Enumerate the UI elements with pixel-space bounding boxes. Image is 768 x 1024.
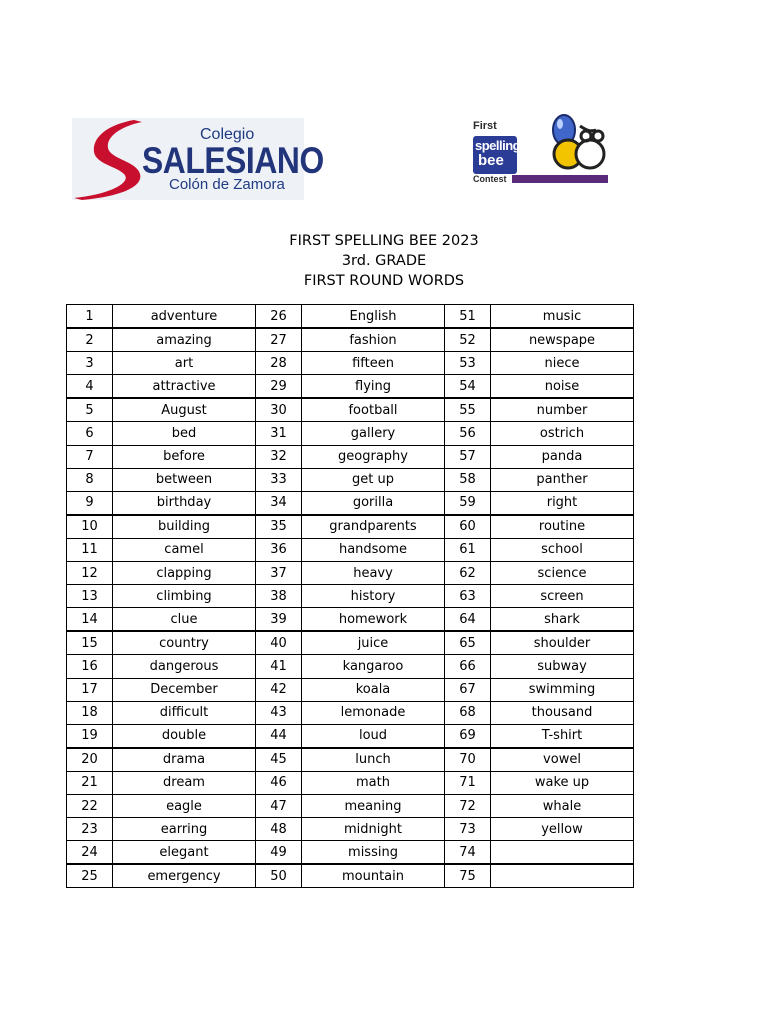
document-subtitle: FIRST ROUND WORDS [303,273,465,289]
spelling-bee-logo [470,110,612,186]
word-cell: bed [113,422,256,445]
word-cell: December [113,678,256,701]
word-cell: dangerous [113,655,256,678]
table-row [67,305,634,329]
word-number-cell: 64 [445,608,491,632]
word-cell: wake up [491,771,634,794]
word-number-cell: 50 [256,864,302,888]
word-number-cell: 47 [256,794,302,817]
salesiano-location-text: Colón de Zamora [169,176,285,193]
word-number-cell: 18 [67,701,113,724]
table-row [67,841,634,865]
word-cell: homework [302,608,445,632]
table-row [67,748,634,772]
word-number-cell: 56 [445,422,491,445]
word-cell: fifteen [302,352,445,375]
word-cell: loud [302,724,445,748]
word-cell: school [491,538,634,561]
table-row [67,515,634,539]
word-cell: birthday [113,491,256,515]
table-row [67,631,634,655]
word-number-cell: 12 [67,562,113,585]
word-number-cell: 63 [445,585,491,608]
word-cell: koala [302,678,445,701]
word-number-cell: 66 [445,655,491,678]
word-number-cell: 36 [256,538,302,561]
word-cell: football [302,398,445,422]
word-number-cell: 30 [256,398,302,422]
word-cell: shark [491,608,634,632]
word-number-cell: 10 [67,515,113,539]
table-row [67,818,634,841]
word-cell: gallery [302,422,445,445]
word-number-cell: 9 [67,491,113,515]
word-cell: clapping [113,562,256,585]
word-cell: geography [302,445,445,468]
word-cell [491,864,634,888]
word-cell: yellow [491,818,634,841]
word-cell: T-shirt [491,724,634,748]
word-cell: kangaroo [302,655,445,678]
word-number-cell: 52 [445,328,491,352]
word-number-cell: 11 [67,538,113,561]
word-number-cell: 34 [256,491,302,515]
word-number-cell: 27 [256,328,302,352]
word-cell: niece [491,352,634,375]
word-cell: climbing [113,585,256,608]
spelling-bee-bee-text: bee [478,152,504,169]
word-cell: lunch [302,748,445,772]
word-number-cell: 2 [67,328,113,352]
word-number-cell: 25 [67,864,113,888]
word-cell: thousand [491,701,634,724]
word-number-cell: 31 [256,422,302,445]
word-number-cell: 43 [256,701,302,724]
word-number-cell: 16 [67,655,113,678]
word-cell: vowel [491,748,634,772]
word-number-cell: 8 [67,468,113,491]
spelling-bee-strip [512,175,608,183]
word-number-cell: 28 [256,352,302,375]
word-number-cell: 51 [445,305,491,329]
word-number-cell: 32 [256,445,302,468]
word-cell: get up [302,468,445,491]
word-number-cell: 24 [67,841,113,865]
word-cell: mountain [302,864,445,888]
word-number-cell: 68 [445,701,491,724]
word-cell: math [302,771,445,794]
word-cell: newspape [491,328,634,352]
table-row [67,375,634,399]
word-number-cell: 70 [445,748,491,772]
table-row [67,445,634,468]
table-row [67,328,634,352]
table-row [67,864,634,888]
word-cell: missing [302,841,445,865]
table-row [67,678,634,701]
word-number-cell: 35 [256,515,302,539]
word-number-cell: 53 [445,352,491,375]
word-cell: flying [302,375,445,399]
word-cell: country [113,631,256,655]
word-number-cell: 7 [67,445,113,468]
word-number-cell: 48 [256,818,302,841]
word-cell: elegant [113,841,256,865]
word-cell: art [113,352,256,375]
word-number-cell: 60 [445,515,491,539]
word-number-cell: 54 [445,375,491,399]
word-cell: history [302,585,445,608]
word-cell: ostrich [491,422,634,445]
word-number-cell: 72 [445,794,491,817]
bee-mascot-icon [546,112,610,174]
word-number-cell: 21 [67,771,113,794]
word-cell: screen [491,585,634,608]
word-number-cell: 13 [67,585,113,608]
word-number-cell: 62 [445,562,491,585]
word-number-cell: 42 [256,678,302,701]
word-number-cell: 29 [256,375,302,399]
salesiano-name-text: SALESIANO [142,140,324,181]
word-number-cell: 22 [67,794,113,817]
word-number-cell: 20 [67,748,113,772]
table-row [67,398,634,422]
word-number-cell: 15 [67,631,113,655]
word-cell: juice [302,631,445,655]
word-cell [491,841,634,865]
word-cell: number [491,398,634,422]
word-number-cell: 3 [67,352,113,375]
word-number-cell: 46 [256,771,302,794]
word-list-body [67,305,634,888]
word-number-cell: 38 [256,585,302,608]
word-number-cell: 69 [445,724,491,748]
word-cell: emergency [113,864,256,888]
word-number-cell: 26 [256,305,302,329]
word-cell: amazing [113,328,256,352]
word-number-cell: 40 [256,631,302,655]
table-row [67,562,634,585]
word-cell: swimming [491,678,634,701]
word-cell: noise [491,375,634,399]
word-number-cell: 67 [445,678,491,701]
word-number-cell: 4 [67,375,113,399]
word-number-cell: 55 [445,398,491,422]
word-cell: panther [491,468,634,491]
word-number-cell: 61 [445,538,491,561]
word-number-cell: 45 [256,748,302,772]
table-row [67,701,634,724]
table-row [67,585,634,608]
table-row [67,655,634,678]
word-number-cell: 49 [256,841,302,865]
word-number-cell: 71 [445,771,491,794]
word-cell: subway [491,655,634,678]
table-row [67,794,634,817]
word-number-cell: 14 [67,608,113,632]
word-cell: science [491,562,634,585]
word-cell: right [491,491,634,515]
word-number-cell: 19 [67,724,113,748]
word-number-cell: 17 [67,678,113,701]
word-cell: gorilla [302,491,445,515]
word-list-table [66,304,634,888]
word-cell: building [113,515,256,539]
word-cell: double [113,724,256,748]
word-number-cell: 75 [445,864,491,888]
word-cell: dream [113,771,256,794]
table-row [67,724,634,748]
document-title: FIRST SPELLING BEE 2023 [289,233,479,249]
word-cell: adventure [113,305,256,329]
word-cell: music [491,305,634,329]
word-number-cell: 33 [256,468,302,491]
word-cell: English [302,305,445,329]
word-cell: clue [113,608,256,632]
word-cell: panda [491,445,634,468]
table-row [67,608,634,632]
word-number-cell: 73 [445,818,491,841]
spelling-bee-contest-text: Contest [473,174,507,184]
word-cell: midnight [302,818,445,841]
word-cell: fashion [302,328,445,352]
word-number-cell: 59 [445,491,491,515]
table-row [67,468,634,491]
word-number-cell: 23 [67,818,113,841]
word-number-cell: 41 [256,655,302,678]
word-number-cell: 6 [67,422,113,445]
word-number-cell: 74 [445,841,491,865]
table-row [67,491,634,515]
word-cell: eagle [113,794,256,817]
word-cell: camel [113,538,256,561]
salesiano-logo [72,118,324,200]
table-row [67,422,634,445]
word-cell: grandparents [302,515,445,539]
spelling-bee-first-text: First [473,120,497,132]
word-cell: before [113,445,256,468]
word-number-cell: 1 [67,305,113,329]
word-number-cell: 44 [256,724,302,748]
document-grade: 3rd. GRADE [341,253,427,269]
word-cell: drama [113,748,256,772]
table-row [67,538,634,561]
word-cell: routine [491,515,634,539]
spelling-bee-spelling-text: spelling [475,138,521,153]
word-cell: August [113,398,256,422]
word-cell: meaning [302,794,445,817]
word-number-cell: 58 [445,468,491,491]
salesiano-colegio-text: Colegio [200,126,255,143]
table-row [67,771,634,794]
word-number-cell: 5 [67,398,113,422]
word-number-cell: 57 [445,445,491,468]
word-cell: handsome [302,538,445,561]
word-number-cell: 65 [445,631,491,655]
word-cell: lemonade [302,701,445,724]
word-number-cell: 37 [256,562,302,585]
word-number-cell: 39 [256,608,302,632]
word-cell: difficult [113,701,256,724]
word-cell: shoulder [491,631,634,655]
table-row [67,352,634,375]
word-cell: attractive [113,375,256,399]
word-cell: whale [491,794,634,817]
word-cell: heavy [302,562,445,585]
word-cell: between [113,468,256,491]
word-cell: earring [113,818,256,841]
